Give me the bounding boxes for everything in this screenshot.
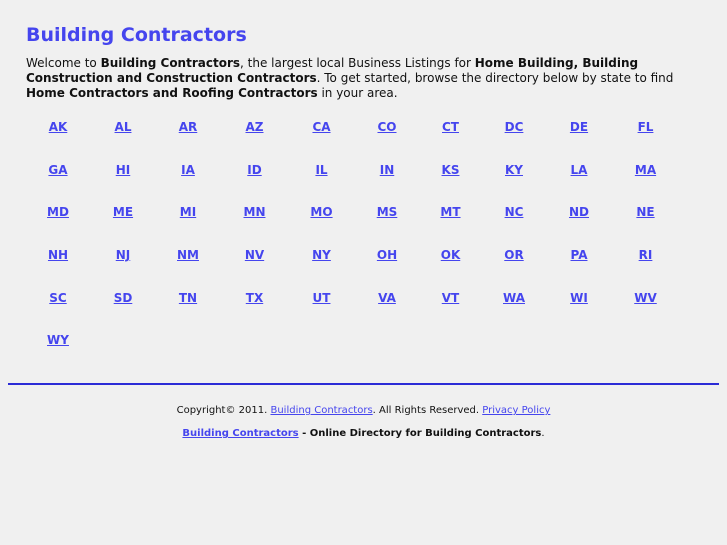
state-link-ia[interactable]: IA	[181, 162, 195, 177]
state-link-ga[interactable]: GA	[48, 162, 68, 177]
state-link-nm[interactable]: NM	[177, 248, 199, 263]
state-link-sd[interactable]: SD	[113, 290, 133, 305]
rights-text: . All Rights Reserved.	[372, 405, 483, 416]
state-link-md[interactable]: MD	[47, 205, 69, 220]
tagline-text: - Online Directory for Building Contractors	[298, 428, 542, 439]
state-link-nj[interactable]: NJ	[115, 248, 131, 263]
state-link-me[interactable]: ME	[112, 205, 134, 220]
copyright-line	[0, 404, 727, 418]
state-link-co[interactable]: CO	[377, 120, 397, 134]
state-link-ri[interactable]: RI	[638, 248, 653, 263]
copyright-text: Copyright© 2011.	[176, 405, 271, 416]
state-link-sc[interactable]: SC	[49, 290, 67, 305]
state-link-ma[interactable]: MA	[634, 162, 657, 177]
state-link-or[interactable]: OR	[504, 248, 524, 263]
state-link-vt[interactable]: VT	[441, 290, 460, 305]
tagline-period: .	[541, 428, 545, 439]
state-link-wi[interactable]: WI	[570, 290, 588, 305]
state-link-de[interactable]: DE	[569, 120, 589, 134]
state-link-ky[interactable]: KY	[505, 162, 523, 177]
state-link-va[interactable]: VA	[378, 290, 396, 305]
state-link-ms[interactable]: MS	[376, 205, 398, 220]
state-link-in[interactable]: IN	[379, 162, 395, 177]
state-link-id[interactable]: ID	[247, 162, 262, 177]
page-title: Building Contractors	[26, 24, 247, 46]
state-link-mi[interactable]: MI	[179, 205, 197, 220]
intro-paragraph	[26, 56, 676, 101]
intro-text: , the largest local Business Listings for	[240, 56, 475, 70]
state-link-mn[interactable]: MN	[243, 205, 266, 220]
footer-site-link[interactable]: Building Contractors	[270, 405, 373, 416]
state-link-mt[interactable]: MT	[440, 205, 461, 220]
state-link-wa[interactable]: WA	[503, 290, 525, 305]
state-link-ak[interactable]: AK	[48, 120, 68, 134]
state-link-ut[interactable]: UT	[312, 290, 331, 305]
state-link-pa[interactable]: PA	[570, 248, 588, 263]
intro-text: Welcome to	[26, 56, 101, 70]
state-link-ks[interactable]: KS	[441, 162, 460, 177]
privacy-policy-link[interactable]: Privacy Policy	[482, 405, 551, 416]
state-link-ct[interactable]: CT	[442, 120, 459, 134]
intro-bold-contractors: Home Contractors and Roofing Contractors	[26, 86, 318, 100]
state-link-nd[interactable]: ND	[568, 205, 589, 220]
state-link-ok[interactable]: OK	[440, 248, 461, 263]
state-link-nh[interactable]: NH	[47, 248, 69, 263]
state-link-la[interactable]: LA	[570, 162, 588, 177]
state-link-ny[interactable]: NY	[312, 248, 331, 263]
intro-text: . To get started, browse the directory below by state to find	[316, 71, 674, 85]
intro-bold-site: Building Contractors	[100, 56, 241, 70]
state-link-il[interactable]: IL	[315, 162, 328, 177]
divider	[8, 383, 719, 385]
state-link-al[interactable]: AL	[114, 120, 132, 134]
state-link-az[interactable]: AZ	[245, 120, 264, 134]
state-link-wv[interactable]: WV	[634, 290, 657, 305]
state-directory	[26, 118, 680, 374]
intro-text: in your area.	[317, 86, 398, 100]
state-link-hi[interactable]: HI	[115, 162, 131, 177]
state-link-ar[interactable]: AR	[178, 120, 198, 134]
state-link-fl[interactable]: FL	[637, 120, 654, 134]
footer-tagline	[0, 427, 727, 441]
state-link-ne[interactable]: NE	[636, 205, 655, 220]
state-link-mo[interactable]: MO	[310, 205, 333, 220]
intro-bold-categories: Home Building, Building Construction and Construction Contractors	[26, 56, 639, 85]
state-link-nc[interactable]: NC	[504, 205, 524, 220]
state-link-dc[interactable]: DC	[504, 120, 524, 134]
state-link-nv[interactable]: NV	[244, 248, 265, 263]
state-link-tx[interactable]: TX	[245, 290, 264, 305]
state-link-wy[interactable]: WY	[47, 333, 69, 348]
state-link-oh[interactable]: OH	[376, 248, 398, 263]
state-link-tn[interactable]: TN	[178, 290, 198, 305]
tagline-site-link[interactable]: Building Contractors	[182, 428, 299, 439]
state-link-ca[interactable]: CA	[312, 120, 331, 134]
